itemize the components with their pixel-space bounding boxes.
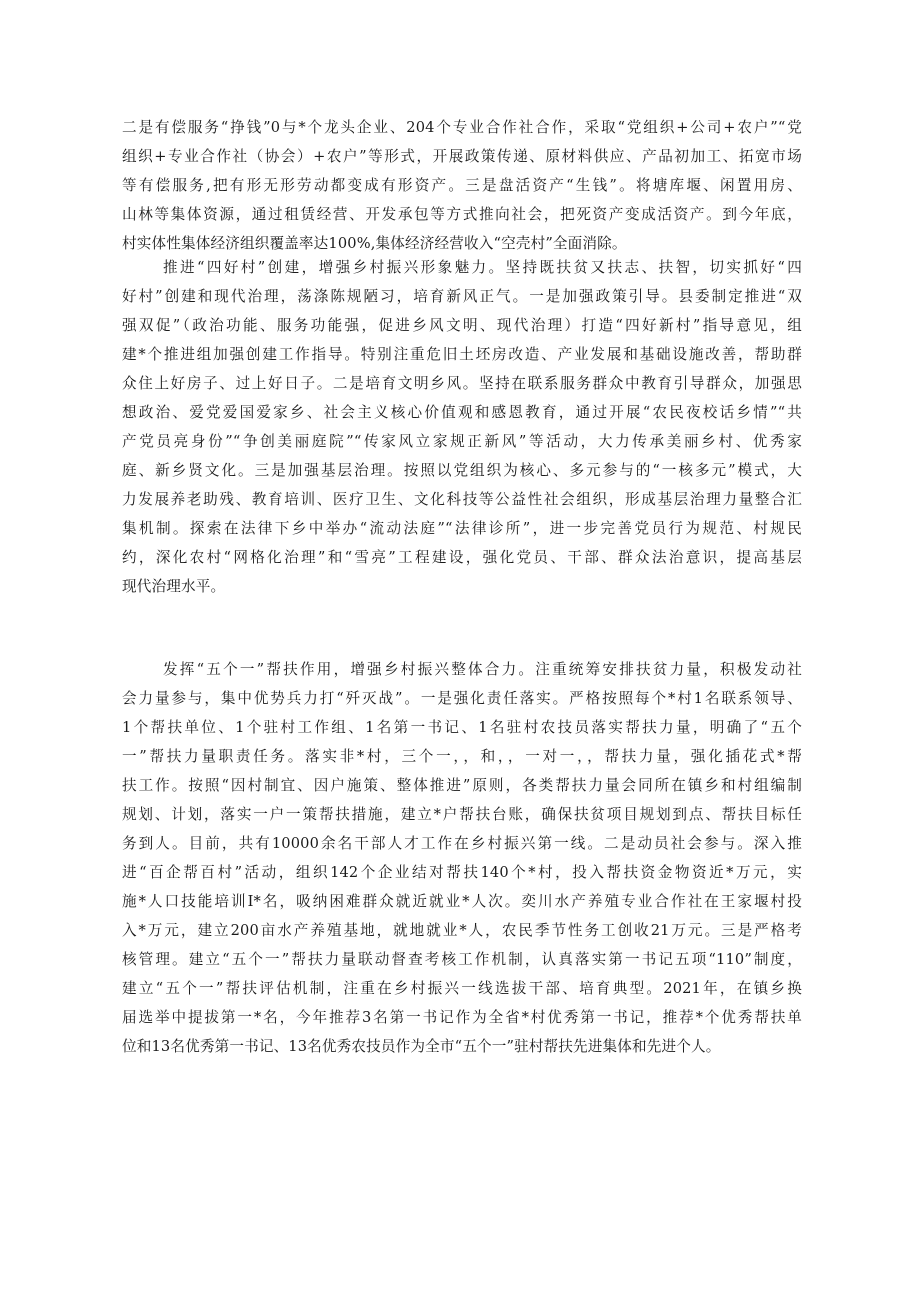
paragraph-line: 集机制。探索在法律下乡中举办“流动法庭”“法律诊所”，进一步完善党员行为规范、村规民 <box>122 520 802 537</box>
paragraph-line: 建立“五个一”帮扶评估机制，注重在乡村振兴一线选拔干部、培育典型。2021年，在镇乡换 <box>122 980 802 997</box>
paragraph-line: 施*人口技能培训I*名，吸纳困难群众就近就业*人次。奕川水产养殖专业合作社在王家堰村投 <box>122 893 802 910</box>
paragraph-line: 位和13名优秀第一书记、13名优秀农技员作为全市“五个一”驻村帮扶先进集体和先进个人。 <box>122 1038 721 1055</box>
paragraph-line: 现代治理水平。 <box>122 578 226 595</box>
paragraph-line: 山林等集体资源，通过租赁经营、开发承包等方式推向社会，把死资产变成活资产。到今年底， <box>122 206 802 223</box>
paragraph-line: 庭、新乡贤文化。三是加强基层治理。按照以党组织为核心、多元参与的“一核多元”模式，大 <box>122 462 802 479</box>
paragraph-line: 等有偿服务,把有形无形劳动都变成有形资产。三是盘活资产“生钱”。将塘库堰、闲置用房、 <box>122 177 802 194</box>
paragraph-line: 进“百企帮百村”活动，组织142个企业结对帮扶140个*村，投入帮扶资金物资近*万元，实 <box>122 864 802 881</box>
paragraph-line: 扶工作。按照“因村制宜、因户施策、整体推进”原则，各类帮扶力量会同所在镇乡和村组编制 <box>122 777 802 794</box>
paragraph-line: 村实体性集体经济组织覆盖率达100%,集体经济经营收入“空壳村”全面消除。 <box>122 235 627 252</box>
paragraph-line: 众住上好房子、过上好日子。二是培育文明乡风。坚持在联系服务群众中教育引导群众，加强思 <box>122 375 802 392</box>
paragraph-1 <box>122 113 802 258</box>
paragraph-line: 建*个推进组加强创建工作指导。特别注重危旧土坯房改造、产业发展和基础设施改善，帮助群 <box>122 346 802 363</box>
paragraph-line: 二是有偿服务“挣钱”0与*个龙头企业、204个专业合作社合作，采取“党组织+公司+农户”“党 <box>122 119 802 136</box>
paragraph-line: 组织+专业合作社（协会）+农户”等形式，开展政策传递、原材料供应、产品初加工、拓宽市场 <box>122 148 802 165</box>
paragraph-line: 约，深化农村“网格化治理”和“雪亮”工程建设，强化党员、干部、群众法治意识，提高基层 <box>122 549 802 566</box>
paragraph-3 <box>122 655 802 1061</box>
paragraph-2 <box>122 253 802 601</box>
paragraph-line: 核管理。建立“五个一”帮扶力量联动督查考核工作机制，认真落实第一书记五项“110”制度， <box>122 951 802 968</box>
paragraph-line: 一”帮扶力量职责任务。落实非*村，三个一，，和，，一对一，，帮扶力量，强化插花式*帮 <box>122 748 802 765</box>
paragraph-line: 产党员亮身份”“争创美丽庭院”“传家风立家规正新风”等活动，大力传承美丽乡村、优秀家 <box>122 433 802 450</box>
paragraph-line: 力发展养老助残、教育培训、医疗卫生、文化科技等公益性社会组织，形成基层治理力量整合汇 <box>122 491 802 508</box>
paragraph-line: 想政治、爱党爱国爱家乡、社会主义核心价值观和感恩教育，通过开展“农民夜校话乡情”“共 <box>122 404 802 421</box>
paragraph-line: 务到人。目前，共有10000余名干部人才工作在乡村振兴第一线。二是动员社会参与。深入推 <box>122 835 802 852</box>
paragraph-line: 届选举中提拔第一*名，今年推荐3名第一书记作为全省*村优秀第一书记，推荐*个优秀帮扶单 <box>122 1009 802 1026</box>
paragraph-line: 规划、计划，落实一户一策帮扶措施，建立*户帮扶台账，确保扶贫项目规划到点、帮扶目标任 <box>122 806 802 823</box>
paragraph-line: 强双促”（政治功能、服务功能强，促进乡风文明、现代治理）打造“四好新村”指导意见，组 <box>122 317 802 334</box>
paragraph-line: 推进“四好村”创建，增强乡村振兴形象魅力。坚持既扶贫又扶志、扶智，切实抓好“四 <box>163 259 802 276</box>
paragraph-line: 1个帮扶单位、1个驻村工作组、1名第一书记、1名驻村农技员落实帮扶力量，明确了“五个 <box>122 719 802 736</box>
paragraph-line: 发挥“五个一”帮扶作用，增强乡村振兴整体合力。注重统筹安排扶贫力量，积极发动社 <box>163 661 802 678</box>
paragraph-line: 好村”创建和现代治理，荡涤陈规陋习，培育新风正气。一是加强政策引导。县委制定推进“双 <box>122 288 802 305</box>
paragraph-line: 入*万元，建立200亩水产养殖基地，就地就业*人，农民季节性务工创收21万元。三是严格考 <box>122 922 802 939</box>
paragraph-line: 会力量参与，集中优势兵力打“歼灭战”。一是强化责任落实。严格按照每个*村1名联系领导、 <box>122 690 802 707</box>
